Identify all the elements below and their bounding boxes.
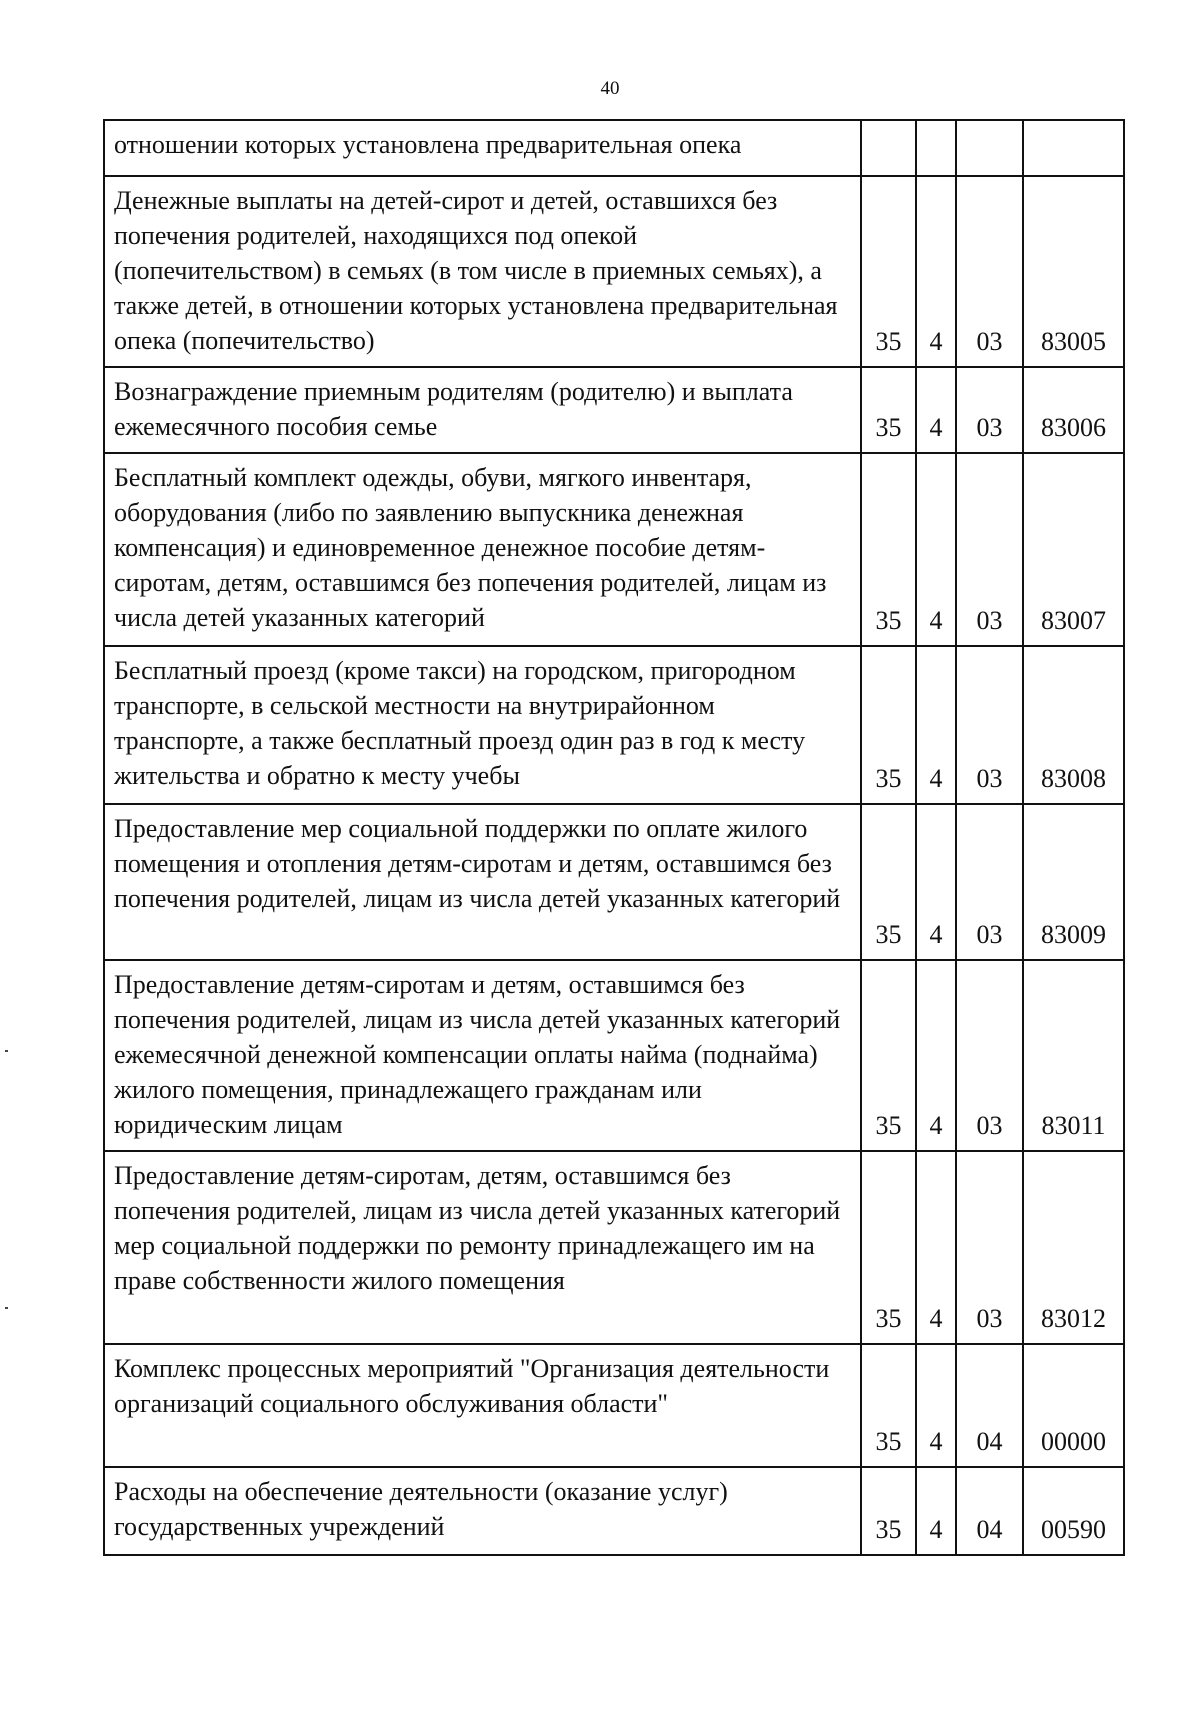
table-row (104, 804, 1124, 960)
code-direction: 83009 (1023, 804, 1124, 960)
code-direction: 83006 (1023, 367, 1124, 453)
scan-speck (5, 1307, 8, 1309)
code-subprogram: 4 (916, 1151, 956, 1344)
table-row (104, 367, 1124, 453)
budget-classification-table (103, 119, 1125, 1556)
code-group: 03 (956, 176, 1023, 367)
code-subprogram: 4 (916, 1344, 956, 1467)
code-group: 04 (956, 1467, 1023, 1555)
row-name: Расходы на обеспечение деятельности (оказание услуг) государственных учреждений (104, 1467, 861, 1555)
row-name: отношении которых установлена предварительная опека (104, 120, 861, 176)
code-group: 03 (956, 646, 1023, 804)
code-direction: 83012 (1023, 1151, 1124, 1344)
code-direction: 00590 (1023, 1467, 1124, 1555)
code-group (956, 120, 1023, 176)
table-row (104, 120, 1124, 176)
code-group: 03 (956, 453, 1023, 646)
code-subprogram: 4 (916, 176, 956, 367)
code-group: 04 (956, 1344, 1023, 1467)
row-name: Предоставление мер социальной поддержки по оплате жилого помещения и отопления детям-сиротам и детям, оставшимся без попечения родителей, лицам из числа детей указанных категорий (104, 804, 861, 960)
table-row (104, 453, 1124, 646)
code-program: 35 (861, 804, 916, 960)
code-direction: 83007 (1023, 453, 1124, 646)
code-direction: 83005 (1023, 176, 1124, 367)
table-row (104, 960, 1124, 1151)
code-program (861, 120, 916, 176)
code-program: 35 (861, 1467, 916, 1555)
code-group: 03 (956, 367, 1023, 453)
code-program: 35 (861, 176, 916, 367)
code-program: 35 (861, 960, 916, 1151)
code-program: 35 (861, 646, 916, 804)
table-row (104, 1467, 1124, 1555)
row-name: Предоставление детям-сиротам и детям, оставшимся без попечения родителей, лицам из числа детей указанных категорий ежемесячной денежной компенсации оплаты найма (поднайма) жилого помещения, принадлежащего гражданам или юридическим лицам (104, 960, 861, 1151)
table-row (104, 1151, 1124, 1344)
code-group: 03 (956, 960, 1023, 1151)
code-direction: 00000 (1023, 1344, 1124, 1467)
code-subprogram: 4 (916, 960, 956, 1151)
code-subprogram (916, 120, 956, 176)
code-direction: 83008 (1023, 646, 1124, 804)
row-name: Комплекс процессных мероприятий "Организация деятельности организаций социального обслуживания области" (104, 1344, 861, 1467)
code-subprogram: 4 (916, 646, 956, 804)
page-number: 40 (600, 78, 620, 99)
code-program: 35 (861, 1344, 916, 1467)
code-direction: 83011 (1023, 960, 1124, 1151)
row-name: Бесплатный комплект одежды, обуви, мягкого инвентаря, оборудования (либо по заявлению выпускника денежная компенсация) и единовременное денежное пособие детям-сиротам, детям, оставшимся без попечения родителей, лицам из числа детей указанных категорий (104, 453, 861, 646)
row-name: Денежные выплаты на детей-сирот и детей, оставшихся без попечения родителей, находящихся под опекой (попечительством) в семьях (в том числе в приемных семьях), а также детей, в отношении которых установлена предварительная опека (попечительство) (104, 176, 861, 367)
table-row (104, 1344, 1124, 1467)
code-group: 03 (956, 1151, 1023, 1344)
table-row (104, 646, 1124, 804)
code-program: 35 (861, 453, 916, 646)
code-subprogram: 4 (916, 367, 956, 453)
code-program: 35 (861, 367, 916, 453)
code-subprogram: 4 (916, 1467, 956, 1555)
row-name: Вознаграждение приемным родителям (родителю) и выплата ежемесячного пособия семье (104, 367, 861, 453)
row-name: Бесплатный проезд (кроме такси) на городском, пригородном транспорте, в сельской местности на внутрирайонном транспорте, а также бесплатный проезд один раз в год к месту жительства и обратно к месту учебы (104, 646, 861, 804)
code-program: 35 (861, 1151, 916, 1344)
code-direction (1023, 120, 1124, 176)
code-subprogram: 4 (916, 804, 956, 960)
table-row (104, 176, 1124, 367)
row-name: Предоставление детям-сиротам, детям, оставшимся без попечения родителей, лицам из числа детей указанных категорий мер социальной поддержки по ремонту принадлежащего им на праве собственности жилого помещения (104, 1151, 861, 1344)
code-group: 03 (956, 804, 1023, 960)
code-subprogram: 4 (916, 453, 956, 646)
scan-speck (5, 1050, 8, 1052)
